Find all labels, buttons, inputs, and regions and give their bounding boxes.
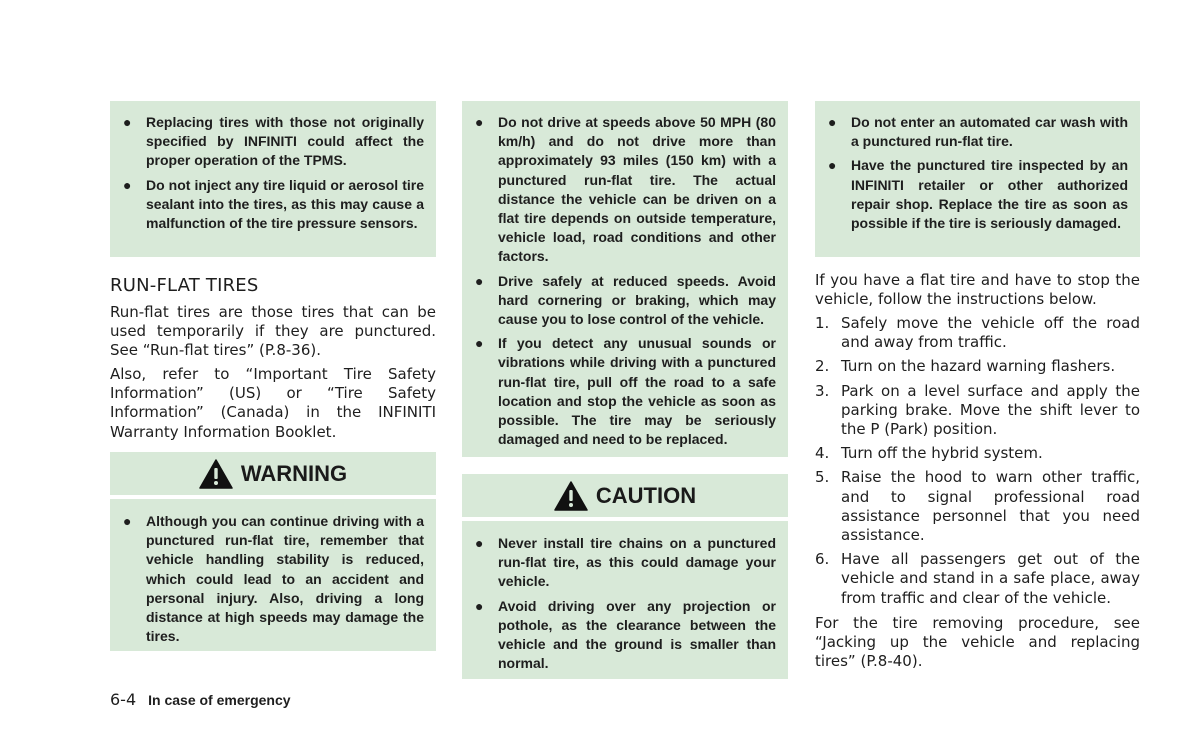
list-item-text: Do not inject any tire liquid or aerosol tire sealant into the tires, as this may cause a malfunction of the tire pressure sensors. <box>146 176 424 232</box>
page-footer <box>110 690 291 709</box>
caution-banner <box>462 474 788 517</box>
page-number: 6-4 <box>110 690 137 709</box>
bullet-icon: ● <box>828 157 837 174</box>
bullet-icon: ● <box>123 513 132 529</box>
col1-note-box <box>110 101 436 257</box>
step-number: 3. <box>815 381 830 400</box>
list-item-text: Drive safely at reduced speeds. Avoid hard cornering or braking, which may cause you to lose control of the vehicle. <box>498 272 776 328</box>
bullet-icon: ● <box>475 272 484 289</box>
bullet-icon: ● <box>828 114 837 130</box>
list-item <box>110 176 424 234</box>
step-text: Raise the hood to warn other traffic, and to signal professional road assistance personnel that you need assistance. <box>841 468 1140 545</box>
step-item <box>815 357 1140 376</box>
warning-list <box>110 512 424 646</box>
list-item-text: Avoid driving over any projection or pothole, as the clearance between the vehicle and the ground is smaller than normal. <box>498 597 776 672</box>
list-item <box>462 113 776 267</box>
step-text: Park on a level surface and apply the parking brake. Move the shift lever to the P (Park) position. <box>841 381 1140 439</box>
step-number: 6. <box>815 550 830 569</box>
warning-triangle-icon <box>554 481 588 511</box>
warning-label: WARNING <box>240 460 348 486</box>
step-text: Safely move the vehicle off the road and away from traffic. <box>841 314 1140 352</box>
section-name: In case of emergency <box>148 692 291 708</box>
list-item <box>815 156 1128 233</box>
warranty-reference: Also, refer to “Important Tire Safety Information” (US) or “Tire Safety Information” (Canada) in the INFINITI Warranty Information Booklet. <box>110 365 436 441</box>
flat-tire-intro: If you have a flat tire and have to stop the vehicle, follow the instructions below. <box>815 271 1140 309</box>
step-number: 4. <box>815 444 830 463</box>
col2-note-box <box>462 101 788 457</box>
step-number: 5. <box>815 468 830 487</box>
step-item <box>815 468 1140 545</box>
bullet-icon: ● <box>123 176 132 193</box>
step-number: 1. <box>815 314 830 332</box>
bullet-icon: ● <box>475 114 484 130</box>
list-item-text: If you detect any unusual sounds or vibrations while driving with a punctured run-flat tire, pull off the road to a safe location and stop the vehicle as soon as possible. The tire may be seriously damaged and need to be replaced. <box>498 335 776 448</box>
section-heading: RUN-FLAT TIRES <box>110 275 259 296</box>
bullet-icon: ● <box>475 597 484 614</box>
list-item-text: Have the punctured tire inspected by an INFINITI retailer or other authorized repair shop. Replace the tire as soon as possible if the tire is seriously damaged. <box>851 157 1128 232</box>
caution-label: CAUTION <box>595 482 697 508</box>
list-item <box>110 512 424 646</box>
step-text: Turn off the hybrid system. <box>841 444 1043 463</box>
list-item <box>462 334 776 449</box>
list-item <box>110 113 424 171</box>
list-item-text: Do not enter an automated car wash with a punctured run-flat tire. <box>851 114 1128 150</box>
list-item <box>462 534 776 592</box>
list-item <box>462 272 776 330</box>
caution-list <box>462 534 776 673</box>
list-item-text: Never install tire chains on a punctured run-flat tire, as this could damage your vehicle. <box>498 535 776 590</box>
list-item <box>815 113 1128 151</box>
list-item-text: Replacing tires with those not originally specified by INFINITI could affect the proper operation of the TPMS. <box>146 114 424 169</box>
step-text: Have all passengers get out of the vehicle and stand in a safe place, away from traffic and clear of the vehicle. <box>841 550 1140 607</box>
step-number: 2. <box>815 357 830 376</box>
warning-box <box>110 499 436 651</box>
bullet-icon: ● <box>475 535 484 551</box>
step-text: Turn on the hazard warning flashers. <box>841 357 1116 376</box>
jacking-reference: For the tire removing procedure, see “Jacking up the vehicle and replacing tires” (P.8-40). <box>815 614 1140 671</box>
list-item-text: Although you can continue driving with a punctured run-flat tire, remember that vehicle handling stability is reduced, which could lead to an accident and personal injury. Also, driving a long distance at high speeds may damage the tires. <box>146 513 424 645</box>
run-flat-intro: Run-flat tires are those tires that can be used temporarily if they are punctured. See “Run-flat tires” (P.8-36). <box>110 303 436 360</box>
caution-box <box>462 521 788 679</box>
warning-banner <box>110 452 436 495</box>
step-item <box>815 382 1140 440</box>
col3-note-box <box>815 101 1140 257</box>
step-item <box>815 444 1140 463</box>
col3-note-list <box>815 113 1128 233</box>
bullet-icon: ● <box>475 335 484 352</box>
col1-note-list <box>110 113 424 233</box>
bullet-icon: ● <box>123 114 132 130</box>
step-item <box>815 550 1140 608</box>
list-item <box>462 597 776 674</box>
step-item <box>815 314 1140 352</box>
warning-triangle-icon <box>199 459 233 489</box>
procedure-steps <box>815 314 1140 613</box>
col2-note-list <box>462 113 776 449</box>
list-item-text: Do not drive at speeds above 50 MPH (80 km/h) and do not drive more than approximately 93 miles (150 km) with a punctured run-flat tire. The actual distance the vehicle can be driven on a flat tire depends on outside temperature, vehicle load, road conditions and other factors. <box>498 114 776 265</box>
